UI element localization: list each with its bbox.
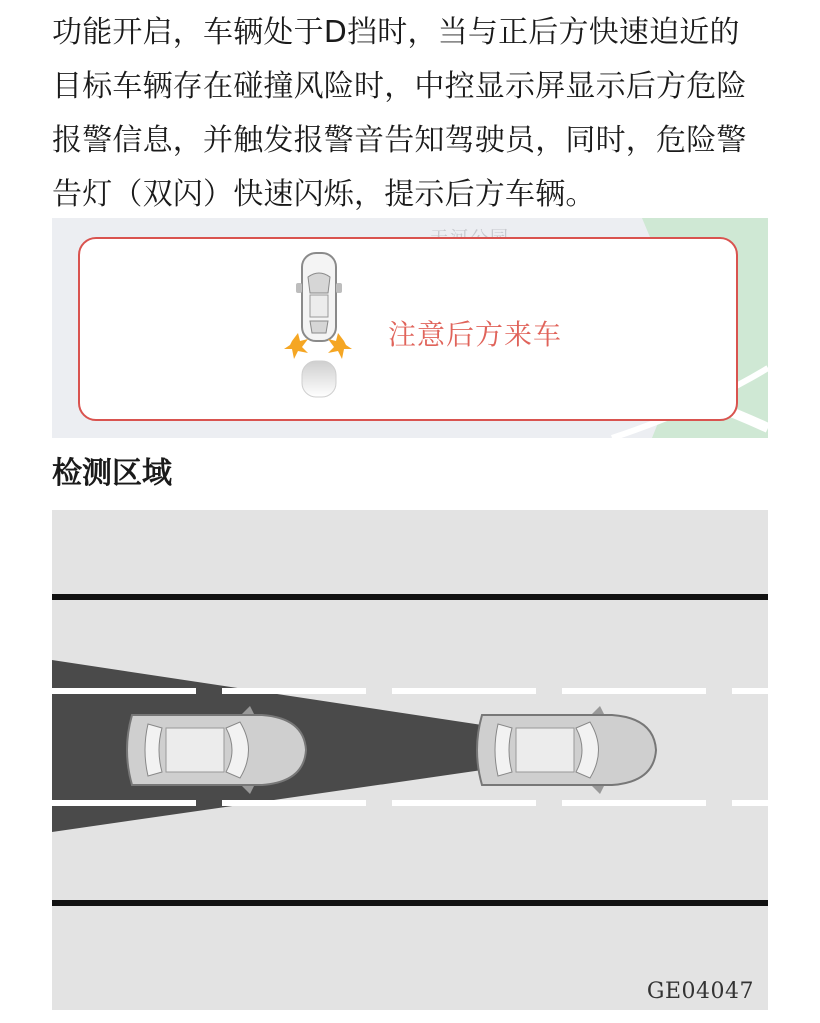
own-vehicle (127, 706, 306, 794)
alert-message: 注意后方来车 (388, 318, 563, 351)
road-diagram (52, 510, 768, 1010)
rear-alert-screenshot (52, 218, 768, 438)
paragraph-line: 告灯（双闪）快速闪烁，提示后方车辆。 (52, 177, 596, 212)
alert-card (78, 237, 738, 421)
paragraph-line: 报警信息，并触发报警音告知驾驶员，同时，危险警 (52, 123, 747, 158)
car-rear-warning-icon (278, 249, 358, 399)
section-title: 检测区域 (52, 456, 172, 491)
paragraph-line: 目标车辆存在碰撞风险时，中控显示屏显示后方危险 (52, 69, 747, 104)
target-vehicle (477, 706, 656, 794)
figure-code: GE04047 (646, 979, 754, 1004)
paragraph-line: 功能开启，车辆处于D挡时，当与正后方快速迫近的 (52, 15, 740, 50)
intro-paragraph (52, 6, 768, 222)
detection-zone-diagram (52, 510, 768, 1010)
